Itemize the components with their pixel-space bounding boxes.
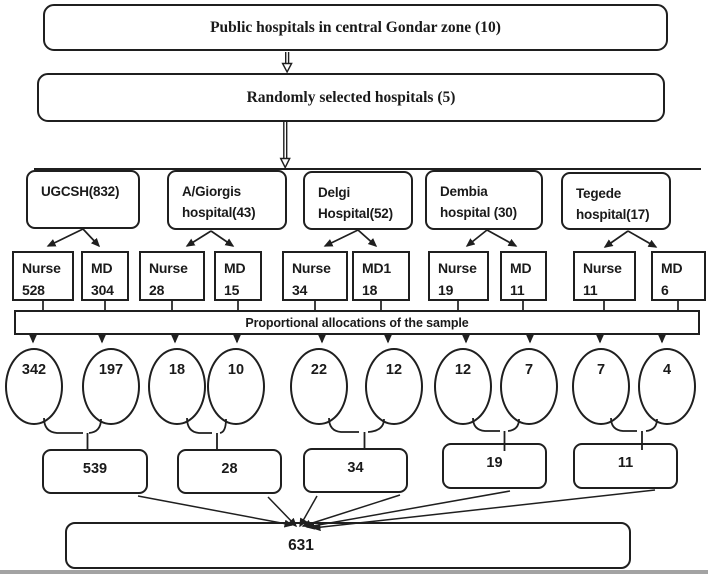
hospital-label: Delgi <box>318 185 351 200</box>
sample-value: 10 <box>227 362 245 378</box>
staff-role: MD <box>224 260 246 276</box>
sample-value: 18 <box>168 362 186 378</box>
brace-connectors <box>44 418 657 451</box>
staff-role: Nurse <box>583 260 622 276</box>
sample-ellipse <box>434 348 492 425</box>
sample-value: 197 <box>98 362 124 378</box>
staff-box-md-5 <box>651 251 706 301</box>
hospital-label: A/Giorgis <box>182 184 241 199</box>
sample-value: 7 <box>524 362 534 378</box>
sample-ellipse <box>290 348 348 425</box>
hospital-box-tegede <box>561 172 671 230</box>
staff-box-nurse-2 <box>139 251 205 301</box>
hospital-label: Hospital(52) <box>318 206 393 221</box>
sample-value: 7 <box>596 362 606 378</box>
staff-role: MD <box>661 260 683 276</box>
staff-to-allocation-stems <box>43 301 678 310</box>
hospital-label: hospital(17) <box>576 207 650 222</box>
hospital-total-value: 19 <box>486 455 503 471</box>
sample-value: 12 <box>454 362 472 378</box>
staff-role: MD <box>91 260 113 276</box>
proportional-allocation-label: Proportional allocations of the sample <box>245 315 469 330</box>
hospital-to-staff-arrows <box>48 229 656 247</box>
grand-total-value: 631 <box>288 537 314 554</box>
sample-ellipse <box>207 348 265 425</box>
sample-ellipse <box>572 348 630 425</box>
hospital-box-dembia <box>425 170 543 230</box>
hospital-total-value: 11 <box>617 455 634 471</box>
sample-ellipse <box>82 348 140 425</box>
staff-box-md-3 <box>352 251 410 301</box>
hospital-box-delgi <box>303 171 413 230</box>
staff-role: MD1 <box>362 260 391 276</box>
randomly-selected-label: Randomly selected hospitals (5) <box>246 88 456 106</box>
staff-box-nurse-5 <box>573 251 636 301</box>
staff-role: Nurse <box>149 260 188 276</box>
hospital-total-value: 34 <box>347 459 364 476</box>
staff-count: 6 <box>661 282 669 298</box>
flow-arrow-middle <box>281 122 290 168</box>
staff-count: 18 <box>362 282 378 298</box>
staff-count: 11 <box>583 282 598 298</box>
staff-count: 28 <box>149 282 165 298</box>
grand-total-box <box>65 522 631 569</box>
staff-box-nurse-4 <box>428 251 489 301</box>
hospital-total-value: 539 <box>82 460 108 477</box>
sample-value: 22 <box>310 362 328 378</box>
staff-role: Nurse <box>22 260 61 276</box>
sample-value: 342 <box>21 362 47 378</box>
staff-box-nurse-3 <box>282 251 348 301</box>
hospital-total-box <box>573 443 678 489</box>
hospital-total-box <box>42 449 148 494</box>
hospital-box-ugcsh <box>26 170 140 229</box>
hospital-label: Dembia <box>440 184 488 199</box>
hospital-total-box <box>303 448 408 493</box>
proportional-allocation-box <box>14 310 700 335</box>
staff-count: 34 <box>292 282 308 298</box>
hospital-total-box <box>177 449 282 494</box>
bottom-border-bar <box>0 570 708 574</box>
hospital-total-box <box>442 443 547 489</box>
sample-ellipse <box>638 348 696 425</box>
flow-arrow-top <box>283 52 292 72</box>
public-hospitals-box <box>43 4 668 51</box>
staff-role: Nurse <box>438 260 477 276</box>
staff-role: MD <box>510 260 532 276</box>
hospital-label: hospital (30) <box>440 205 517 220</box>
public-hospitals-label: Public hospitals in central Gondar zone (10) <box>210 18 501 36</box>
staff-count: 11 <box>510 282 525 298</box>
staff-count: 15 <box>224 282 240 298</box>
sample-ellipse <box>5 348 63 425</box>
sample-ellipse <box>365 348 423 425</box>
staff-box-md-1 <box>81 251 129 301</box>
sample-ellipse <box>148 348 206 425</box>
staff-count: 19 <box>438 282 454 298</box>
staff-count: 528 <box>22 282 45 298</box>
staff-box-md-2 <box>214 251 262 301</box>
sample-value: 12 <box>385 362 403 378</box>
staff-box-md-4 <box>500 251 547 301</box>
hospital-total-value: 28 <box>221 460 238 477</box>
hospital-label: hospital(43) <box>182 205 256 220</box>
hospital-label: Tegede <box>576 186 622 201</box>
staff-box-nurse-1 <box>12 251 74 301</box>
allocation-to-sample-arrows <box>33 335 662 342</box>
staff-count: 304 <box>91 282 114 298</box>
randomly-selected-box <box>37 73 665 122</box>
staff-role: Nurse <box>292 260 331 276</box>
hospital-label: UGCSH(832) <box>41 184 120 199</box>
sample-ellipse <box>500 348 558 425</box>
hospital-box-agiorgis <box>167 170 287 230</box>
sample-value: 4 <box>662 362 672 378</box>
